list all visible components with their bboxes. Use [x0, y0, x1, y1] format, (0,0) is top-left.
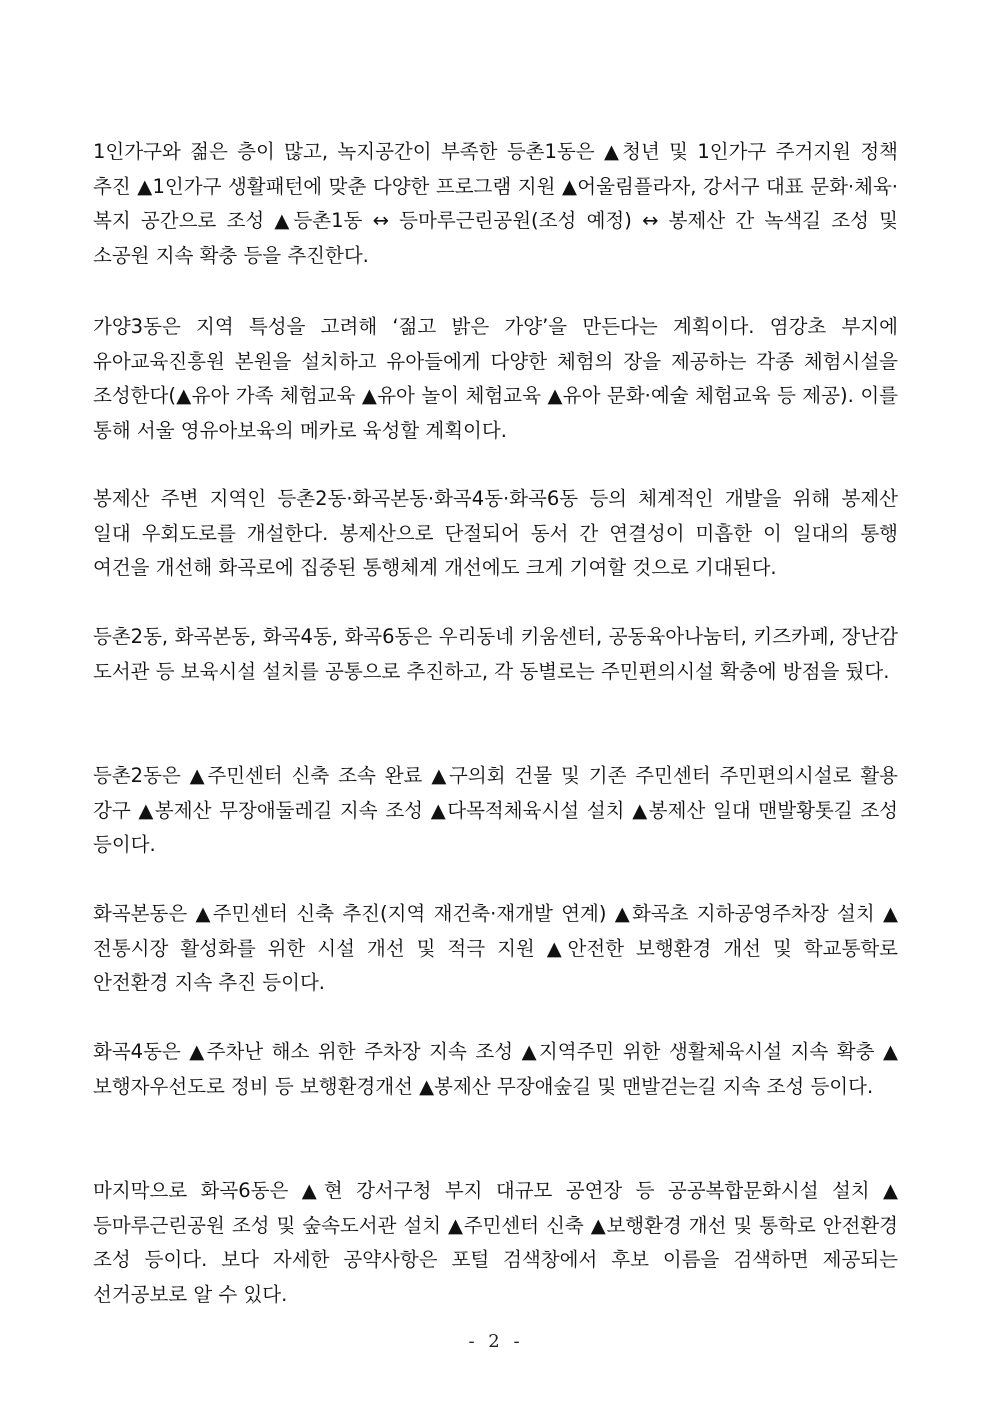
paragraph-hwagok4: 화곡4동은 ▲주차난 해소 위한 주차장 지속 조성 ▲지역주민 위한 생활체육시설 지속 확충 ▲보행자우선도로 정비 등 보행환경개선 ▲봉제산 무장애숲길 및 맨발걷는길 지속 조성 등이다. [93, 1040, 898, 1098]
paragraph-childcare-common: 등촌2동, 화곡본동, 화곡4동, 화곡6동은 우리동네 키움센터, 공동육아나눔터, 키즈카페, 장난감 도서관 등 보육시설 설치를 공통으로 추진하고, 각 동별로는 주민편의시설 확충에 방점을 뒀다. [93, 625, 898, 683]
paragraph-deungchon2: 등촌2동은 ▲주민센터 신축 조속 완료 ▲구의회 건물 및 기존 주민센터 주민편의시설로 활용 강구 ▲봉제산 무장애둘레길 지속 조성 ▲다목적체육시설 설치 ▲봉제산 일대 맨발황톳길 조성 등이다. [93, 764, 898, 856]
paragraph-deungchon1: 1인가구와 젊은 층이 많고, 녹지공간이 부족한 등촌1동은 ▲청년 및 1인가구 주거지원 정책 추진 ▲1인가구 생활패턴에 맞춘 다양한 프로그램 지원 ▲어울림플라자, 강서구 대표 문화·체육·복지 공간으로 조성 ▲등촌1동 ↔ 등마루근린공원(조성 예정) ↔ 봉제산 간 녹색길 조성 및 소공원 지속 확충 등을 추진한다. [93, 140, 898, 267]
page-number: - 2 - [468, 1331, 524, 1352]
paragraph-hwagok6: 마지막으로 화곡6동은 ▲현 강서구청 부지 대규모 공연장 등 공공복합문화시설 설치 ▲등마루근린공원 조성 및 숲속도서관 설치 ▲주민센터 신축 ▲보행환경 개선 및 통학로 안전환경 조성 등이다. 보다 자세한 공약사항은 포털 검색창에서 후보 이름을 검색하면 제공되는 선거공보로 알 수 있다. [93, 1179, 898, 1306]
paragraph-bongjesan-bypass: 봉제산 주변 지역인 등촌2동·화곡본동·화곡4동·화곡6동 등의 체계적인 개발을 위해 봉제산 일대 우회도로를 개설한다. 봉제산으로 단절되어 동서 간 연결성이 미흡한 이 일대의 통행 여건을 개선해 화곡로에 집중된 통행체계 개선에도 크게 기여할 것으로 기대된다. [93, 487, 898, 579]
paragraph-gayang3: 가양3동은 지역 특성을 고려해 ‘젊고 밝은 가양’을 만든다는 계획이다. 염강초 부지에 유아교육진흥원 본원을 설치하고 유아들에게 다양한 체험의 장을 제공하는 각종 체험시설을 조성한다(▲유아 가족 체험교육 ▲유아 놀이 체험교육 ▲유아 문화·예술 체험교육 등 제공). 이를 통해 서울 영유아보육의 메카로 육성할 계획이다. [93, 315, 898, 442]
paragraph-hwagokbon: 화곡본동은 ▲주민센터 신축 추진(지역 재건축·재개발 연계) ▲화곡초 지하공영주차장 설치 ▲전통시장 활성화를 위한 시설 개선 및 적극 지원 ▲안전한 보행환경 개선 및 학교통학로 안전환경 지속 추진 등이다. [93, 902, 898, 994]
